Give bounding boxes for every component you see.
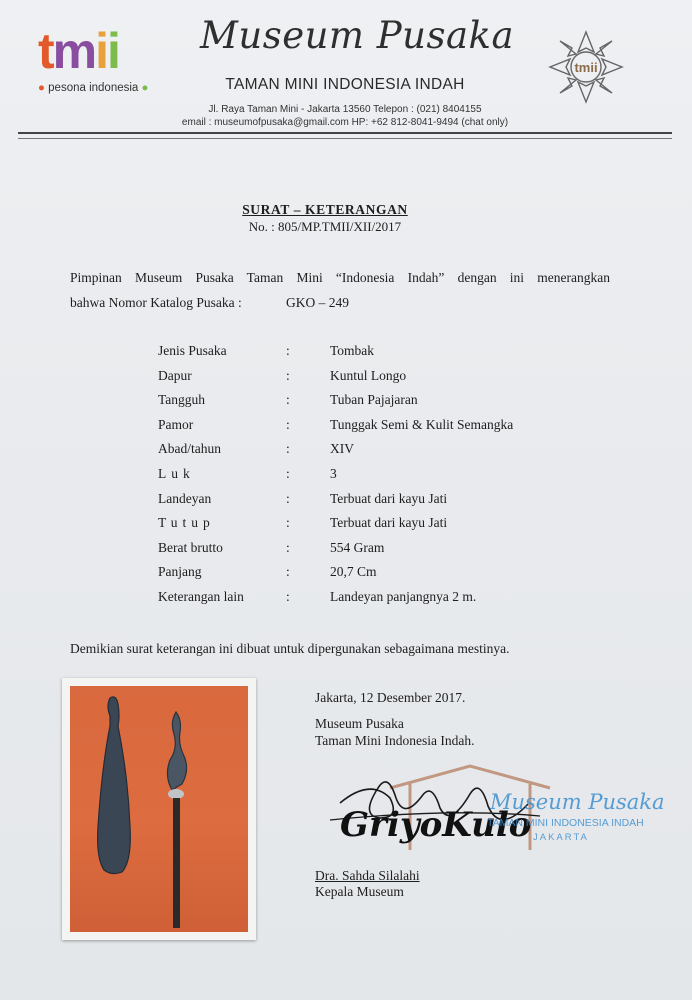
address-line: Jl. Raya Taman Mini - Jakarta 13560 Telepon : (021) 8404155 (208, 104, 482, 115)
intro-line-2: bahwa Nomor Katalog Pusaka : (70, 295, 242, 310)
detail-value: Kuntul Longo (330, 367, 407, 383)
tmii-logo (38, 23, 170, 102)
intro-line-1: Pimpinan Museum Pusaka Taman Mini “Indonesia Indah” dengan ini menerangkan (70, 270, 610, 285)
logo-letter: i (95, 23, 108, 79)
org-line-2: Taman Mini Indonesia Indah. (315, 733, 475, 748)
stamp-subtitle: TAMAN MINI INDONESIA INDAH (487, 817, 644, 829)
detail-separator: : (286, 564, 290, 580)
address-block (150, 103, 540, 129)
spear-and-sheath-photo (62, 678, 256, 940)
detail-separator: : (286, 490, 290, 506)
detail-label: Abad/tahun (158, 441, 221, 457)
detail-separator: : (286, 367, 290, 383)
header-divider (18, 132, 672, 134)
watermark-roof-icon (390, 766, 550, 788)
stamp-name: Museum Pusaka (490, 790, 665, 814)
detail-label: Luk (158, 465, 195, 481)
museum-subtitle: TAMAN MINI INDONESIA INDAH (225, 76, 465, 93)
tmii-logo-letters (38, 23, 170, 79)
logo-tagline (38, 82, 170, 94)
logo-tagline-text: pesona indonesia (48, 82, 139, 94)
logo-letter: m (52, 23, 96, 79)
detail-label: Landeyan (158, 490, 212, 506)
detail-label: Jenis Pusaka (158, 343, 227, 358)
svg-text:tmii: tmii (574, 60, 598, 75)
museum-name: Museum Pusaka (200, 14, 515, 57)
catalog-number: GKO – 249 (286, 295, 349, 310)
signer-name: Dra. Sahda Silalahi (315, 868, 420, 883)
spear-illustration (70, 686, 248, 932)
logo-letter: t (38, 23, 53, 79)
detail-value: 3 (330, 465, 337, 481)
detail-value: Landeyan panjangnya 2 m. (330, 588, 477, 604)
logo-letter: i (107, 23, 119, 79)
detail-separator: : (286, 392, 290, 408)
tmii-flower-emblem-icon (546, 28, 626, 106)
detail-label: Panjang (158, 564, 202, 580)
tagline-dot-icon: ● (38, 82, 45, 94)
letter-number: No. : 805/MP.TMII/XII/2017 (248, 219, 402, 234)
stamp-city: JAKARTA (533, 832, 589, 843)
sheath-shape (98, 697, 131, 874)
detail-value: Tunggak Semi & Kulit Semangka (330, 416, 514, 432)
letter-title: SURAT – KETERANGAN (242, 202, 408, 217)
detail-separator: : (286, 441, 290, 457)
detail-separator: : (286, 539, 290, 555)
photo-background (70, 686, 248, 932)
org-line-1: Museum Pusaka (315, 716, 404, 731)
detail-separator: : (286, 588, 290, 604)
detail-value: Terbuat dari kayu Jati (330, 515, 448, 531)
detail-value: Tombak (330, 343, 375, 358)
watermark-text: GriyoKulo (340, 805, 532, 845)
detail-value: XIV (330, 441, 354, 457)
detail-value: 20,7 Cm (330, 564, 377, 580)
detail-label: Pamor (158, 416, 194, 432)
detail-separator: : (286, 416, 290, 432)
signer-role: Kepala Museum (315, 884, 404, 899)
detail-value: Tuban Pajajaran (330, 392, 418, 408)
spear-blade-shape (167, 712, 186, 790)
spear-shaft (173, 798, 180, 928)
detail-separator: : (286, 515, 290, 531)
detail-separator: : (286, 343, 290, 358)
header-divider-thin (18, 138, 672, 139)
detail-label: Keterangan lain (158, 588, 244, 604)
detail-label: Tutup (158, 515, 215, 531)
detail-separator: : (286, 465, 290, 481)
closing-statement: Demikian surat keterangan ini dibuat untuk dipergunakan sebagaimana mestinya. (70, 641, 510, 656)
spear-ferrule (168, 789, 184, 799)
detail-label: Tangguh (158, 392, 206, 408)
detail-value: Terbuat dari kayu Jati (330, 490, 448, 506)
contact-line: email : museumofpusaka@gmail.com HP: +62 812-8041-9494 (chat only) (181, 117, 509, 128)
detail-label: Dapur (158, 367, 192, 383)
detail-value: 554 Gram (330, 539, 385, 555)
detail-label: Berat brutto (158, 539, 223, 555)
place-date: Jakarta, 12 Desember 2017. (315, 690, 466, 705)
tagline-dot-icon: ● (141, 82, 149, 94)
